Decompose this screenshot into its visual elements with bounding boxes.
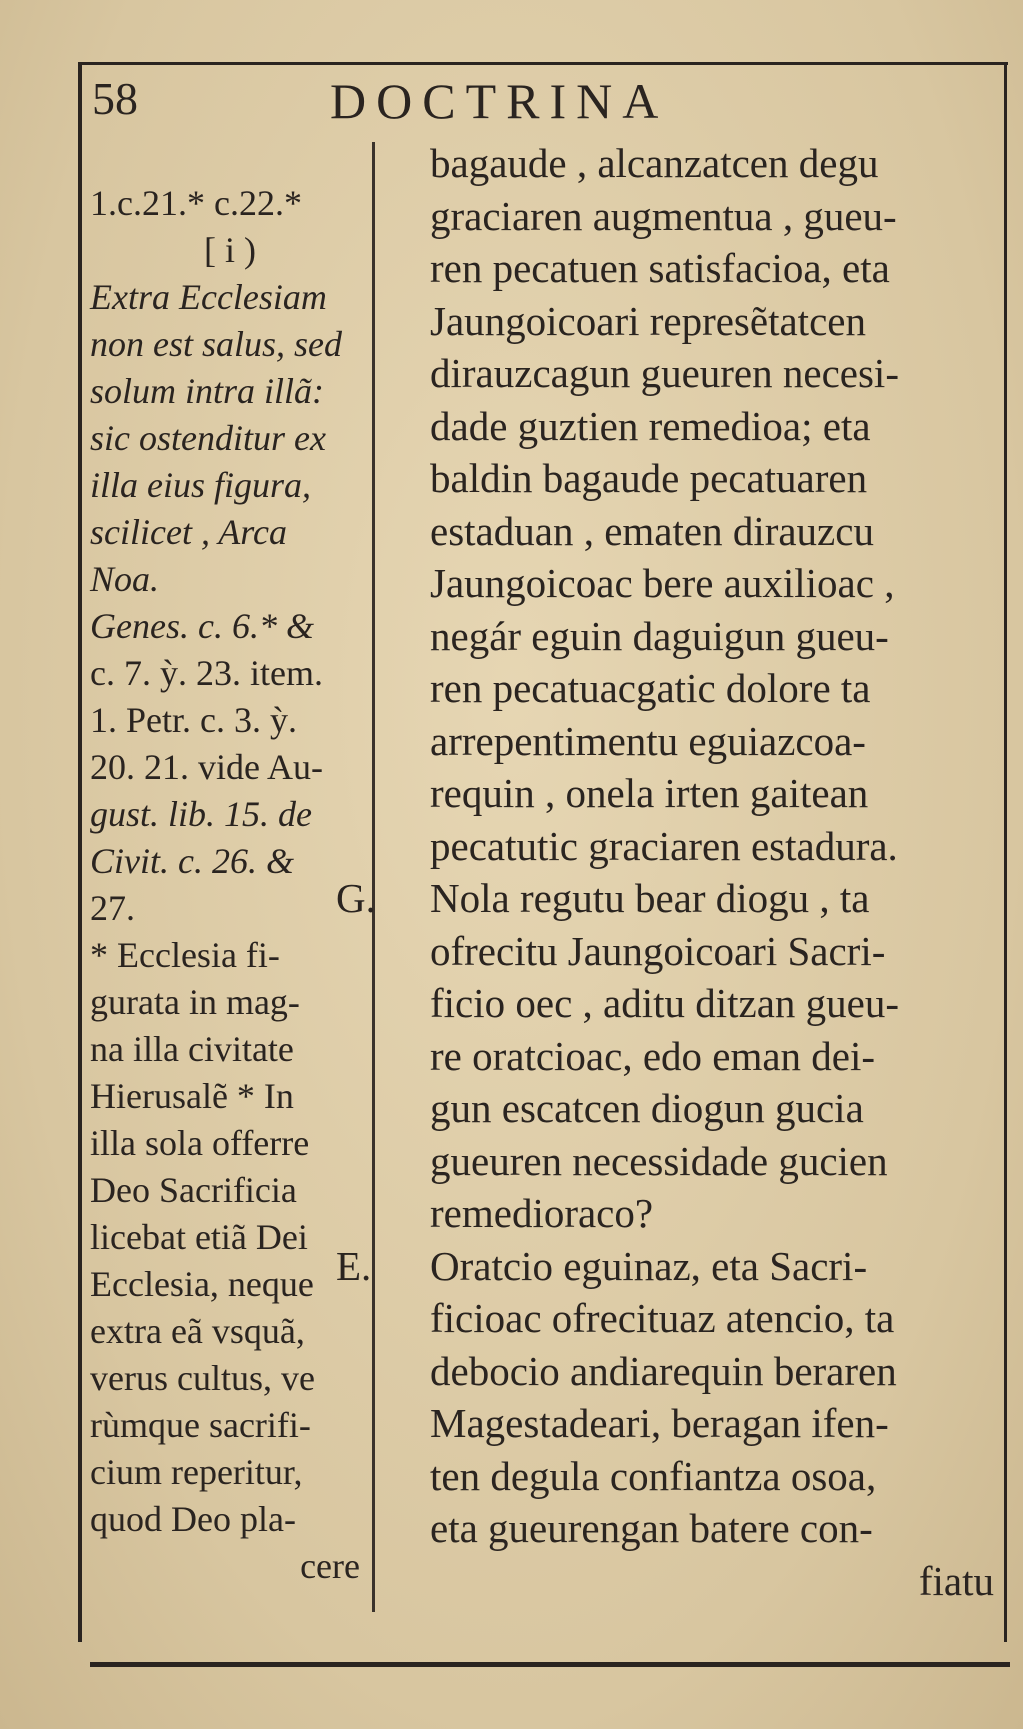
question-line: ficio oec , aditu ditzan gueu- (430, 980, 900, 1026)
margin-note-line: Ecclesia, neque (90, 1264, 314, 1304)
margin-note-line: Deo Sacrificia (90, 1170, 297, 1210)
question-line: gueuren necessidade gucien (430, 1137, 888, 1184)
margin-note-line: cium reperitur, (90, 1452, 303, 1492)
margin-note-line: non est salus, sed (90, 324, 342, 364)
margin-note-line: illa eius figura, (90, 465, 312, 505)
margin-note-line: Civit. c. 26. & (90, 841, 294, 881)
page-number: 58 (92, 73, 138, 124)
running-head: DOCTRINA (330, 73, 669, 129)
text-line: negár eguin daguigun gueu- (430, 612, 889, 659)
margin-note-line: verus cultus, ve (90, 1358, 315, 1398)
margin-note-line: sic ostenditur ex (90, 418, 326, 458)
answer-line: Magestadeari, beragan ifen- (430, 1400, 889, 1446)
text-line: pecatutic graciaren estadura. (430, 822, 898, 869)
question-paragraph (336, 872, 1006, 1240)
text-line: baldin bagaude pecatuaren (430, 455, 868, 501)
answer-line: ten degula confiantza osoa, (430, 1452, 877, 1499)
top-border-rule (78, 62, 1008, 65)
margin-note-line: Extra Ecclesiam (90, 277, 327, 317)
intro-paragraph (384, 137, 1006, 872)
text-line: graciaren augmentua , gueu- (430, 192, 897, 239)
question-line: Nola regutu bear diogu , ta (430, 875, 870, 921)
question-line: remedioraco? (430, 1190, 654, 1236)
text-line: estaduan , ematen dirauzcu (430, 507, 874, 554)
text-line: Jaungoicoac bere auxilioac , (430, 560, 895, 606)
answer-line: eta gueurengan batere con- (430, 1505, 873, 1551)
left-border-rule (78, 62, 82, 1642)
text-line: bagaude , alcanzatcen degu (430, 140, 879, 186)
text-line: ren pecatuen satisfacioa, eta (430, 245, 890, 291)
margin-note-line: [ i ) (204, 230, 256, 270)
margin-note-line: quod Deo pla- (90, 1499, 296, 1539)
margin-note-line: Hierusalẽ * In (90, 1076, 294, 1116)
margin-note-line: gurata in mag- (90, 982, 300, 1022)
answer-line: Oratcio eguinaz, eta Sacri- (430, 1242, 868, 1289)
question-speaker-label: G. (336, 875, 376, 921)
margin-note-line: cere (300, 1546, 360, 1586)
question-line: gun escatcen diogun gucia (430, 1085, 864, 1131)
margin-note-line: 1. Petr. c. 3. ỳ. (90, 700, 297, 740)
margin-note-line: scilicet , Arca (90, 512, 287, 552)
catchword: fiatu (918, 1557, 994, 1604)
text-line: dirauzcagun gueuren necesi- (430, 350, 899, 396)
margin-note-line: na illa civitate (90, 1029, 294, 1069)
answer-line: debocio andiarequin beraren (430, 1347, 897, 1394)
answer-line: ficioac ofrecituaz atencio, ta (430, 1295, 895, 1341)
margin-note-line: Noa. (90, 559, 160, 599)
text-line: requin , onela irten gaitean (430, 770, 869, 816)
text-line: Jaungoicoari represẽtatcen (430, 297, 866, 344)
question-line: re oratcioac, edo eman dei- (430, 1032, 876, 1079)
text-line: ren pecatuacgatic dolore ta (430, 665, 871, 711)
margin-note-line: illa sola offerre (90, 1123, 310, 1163)
margin-note-line: solum intra illã: (90, 371, 325, 411)
margin-note-line: Genes. c. 6.* & (90, 606, 314, 646)
margin-note-line: * Ecclesia fi- (90, 935, 280, 975)
margin-notes (90, 180, 370, 1590)
margin-note-line: gust. lib. 15. de (90, 794, 312, 834)
answer-paragraph (336, 1240, 1006, 1555)
question-line: ofrecitu Jaungoicoari Sacri- (430, 927, 886, 974)
margin-note-line: rùmque sacrifi- (90, 1405, 311, 1445)
margin-note-line: 1.c.21.* c.22.* (90, 183, 302, 223)
bottom-border-rule (90, 1662, 1010, 1667)
margin-note-line: extra eã vsquã, (90, 1311, 305, 1351)
margin-note-line: licebat etiã Dei (90, 1217, 308, 1257)
margin-note-line: c. 7. ỳ. 23. item. (90, 653, 323, 693)
margin-note-line: 20. 21. vide Au- (90, 747, 323, 787)
answer-speaker-label: E. (336, 1242, 372, 1289)
main-text (336, 137, 1006, 1607)
margin-note-line: 27. (90, 888, 135, 928)
text-line: arrepentimentu eguiazcoa- (430, 717, 866, 764)
text-line: dade guztien remedioa; eta (430, 402, 871, 449)
